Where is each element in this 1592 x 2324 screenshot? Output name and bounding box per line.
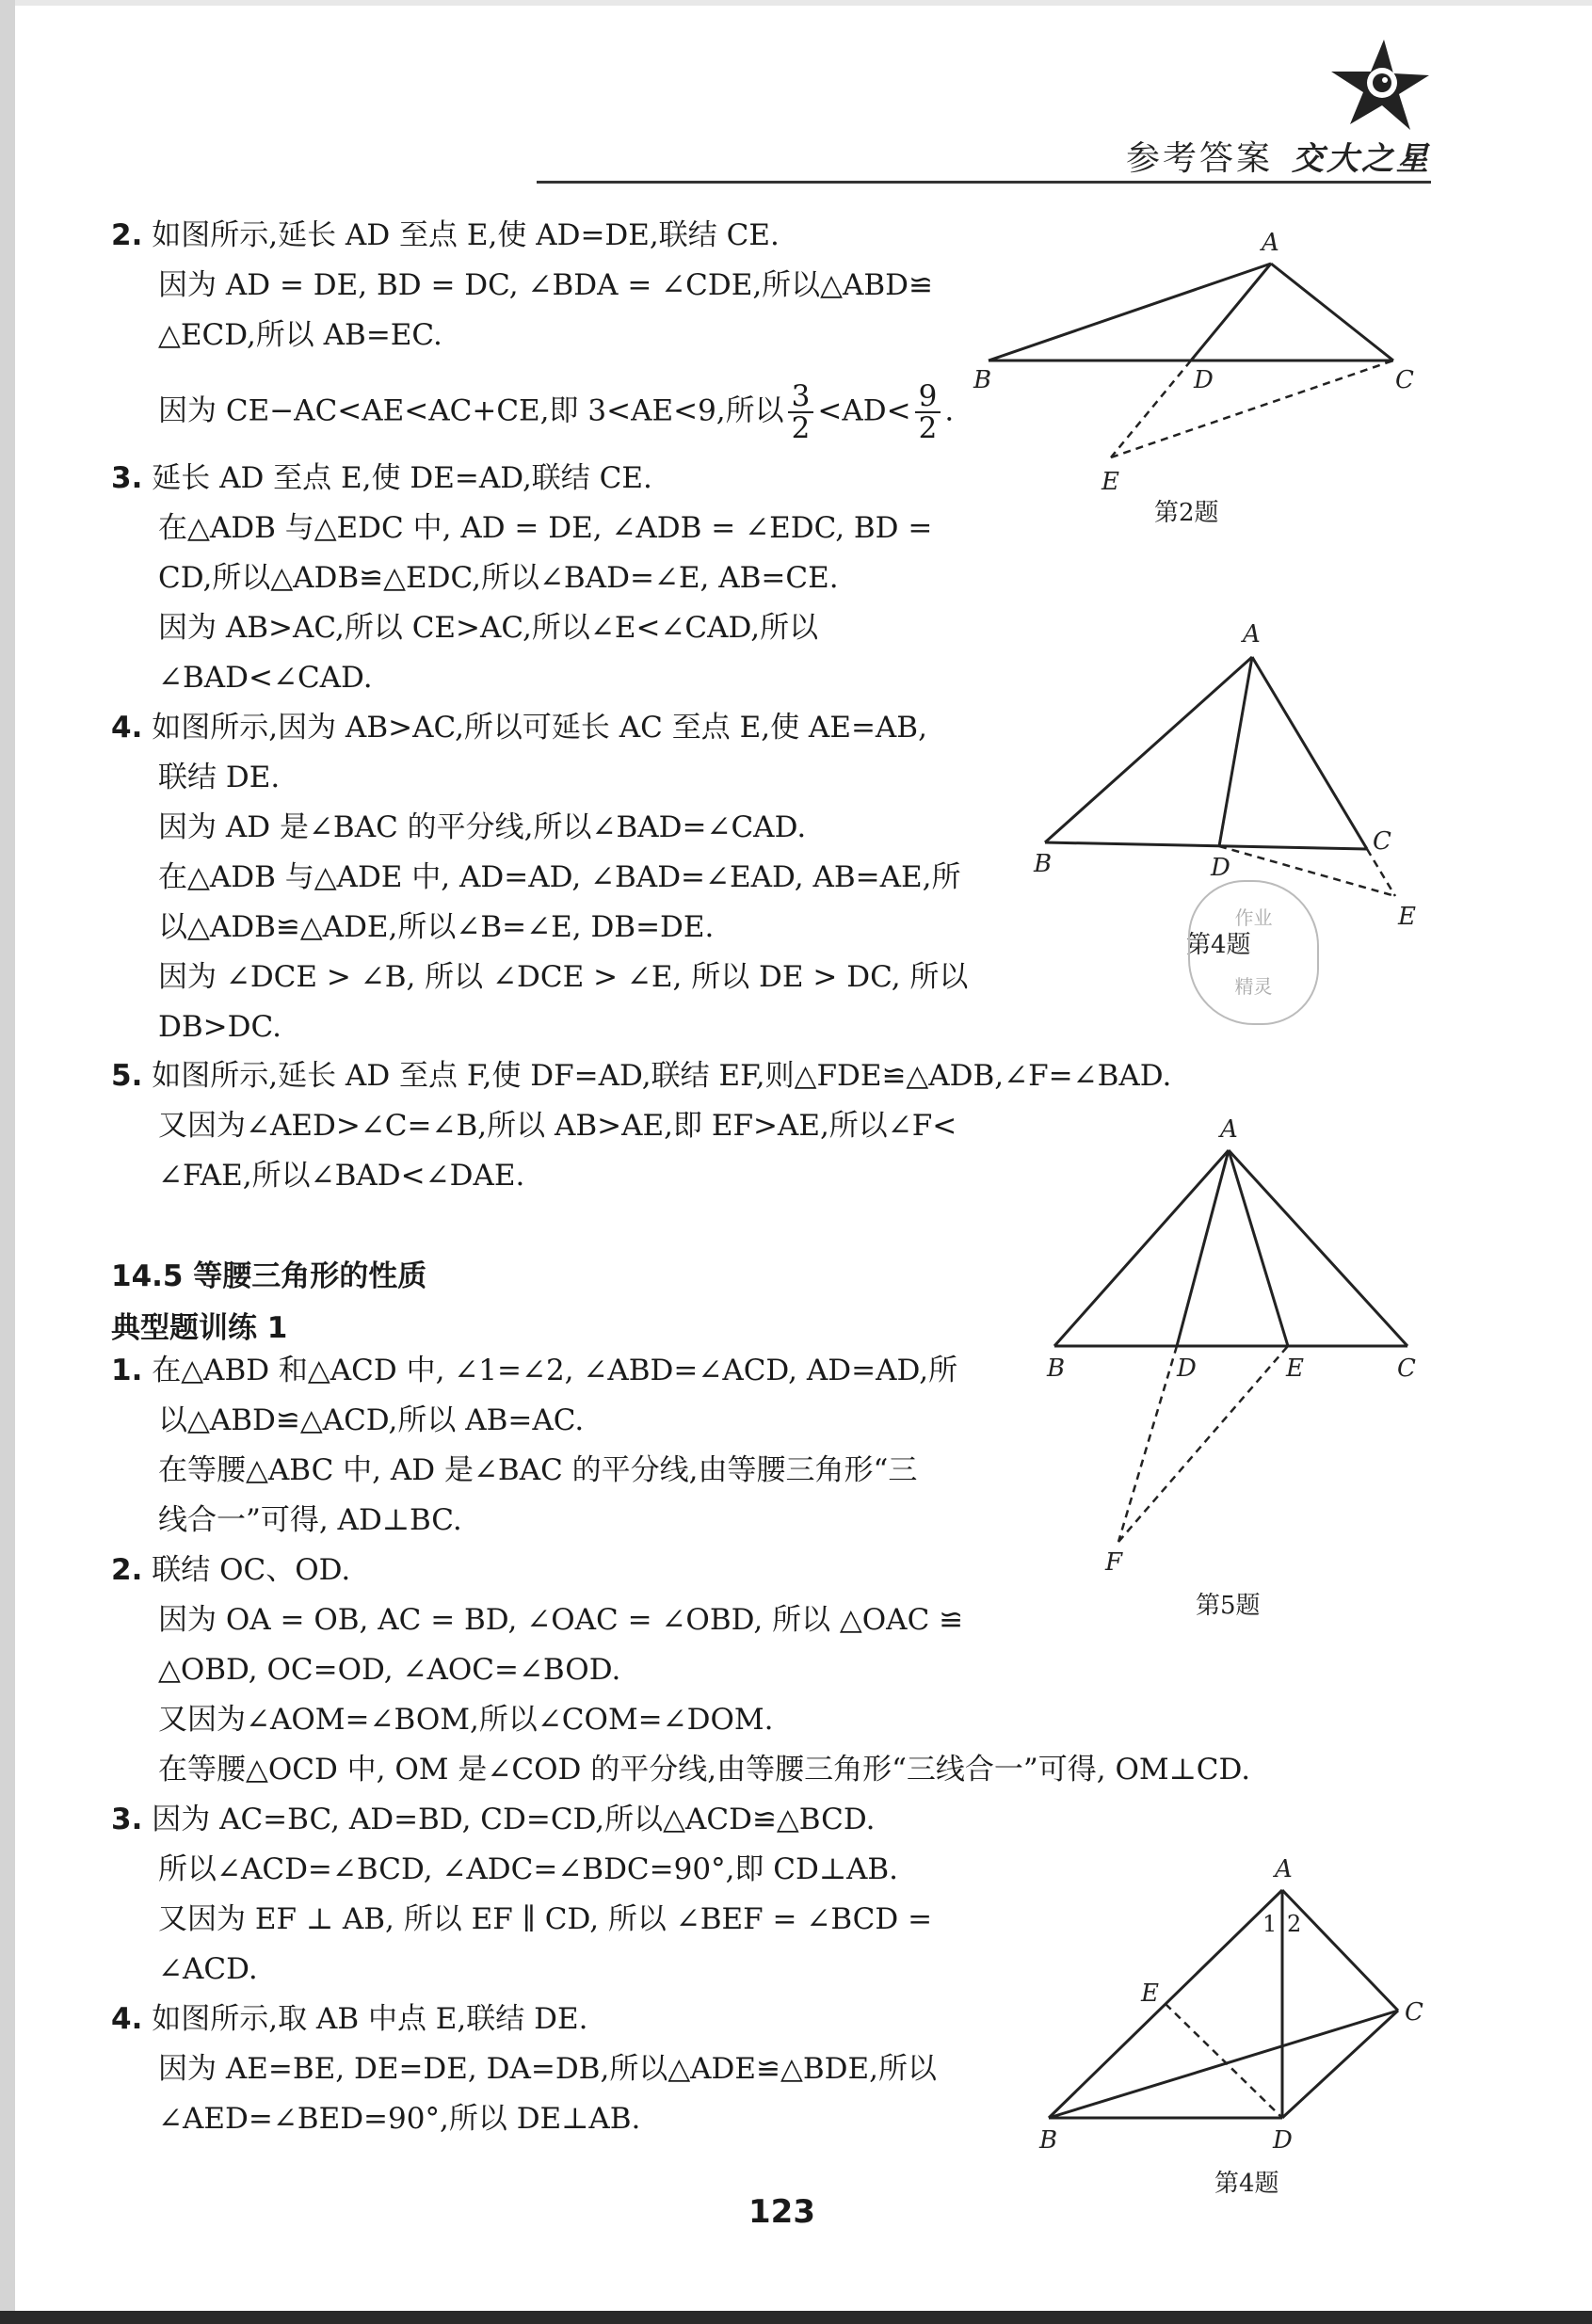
problem-2-line-1: 2. 如图所示,延长 AD 至点 E,使 AD=DE,联结 CE. [111,218,780,252]
problem-4-line-5: 以△ADB≌△ADE,所以∠B=∠E, DB=DE. [158,910,715,944]
b-problem-3-line-3: 又因为 EF ⊥ AB, 所以 EF ∥ CD, 所以 ∠BEF = ∠BCD = [158,1902,933,1936]
problem-3-line-2: 在△ADB 与△EDC 中, AD = DE, ∠ADB = ∠EDC, BD = [158,511,933,545]
problem-5-line-3: ∠FAE,所以∠BAD<∠DAE. [158,1159,525,1193]
fig5-label-b: B [1047,1354,1066,1383]
figure-2 [960,216,1450,531]
problem-4-line-6: 因为 ∠DCE > ∠B, 所以 ∠DCE > ∠E, 所以 DE > DC, 所以 [158,960,969,994]
fig4b-label-d: D [1273,2126,1293,2155]
fig4b-label-b: B [1039,2126,1058,2155]
fig4b-label-e: E [1141,1979,1159,2008]
fig2-label-e: E [1102,468,1119,496]
fig5-line-ae [1229,1150,1288,1346]
problem-4-line-4: 在△ADB 与△ADE 中, AD=AD, ∠BAD=∠EAD, AB=AE,所 [158,860,961,894]
fig5-line-ac [1229,1150,1407,1346]
figure-5-diagram [1036,1111,1431,1638]
problem-3-line-5: ∠BAD<∠CAD. [158,661,373,695]
header-rule [537,181,1431,184]
figure-4b-diagram [1026,1845,1440,2203]
fig4b-line-ed [1166,2004,1282,2118]
fraction-3-2: $\frac{3}{2}$ [788,381,814,443]
fig4b-line-dc [1282,2011,1398,2118]
fig4b-angle-1: 1 [1262,1911,1278,1937]
fig2-label-b: B [973,366,992,394]
scan-edge-bottom [0,2311,1592,2324]
fraction-9-2: $\frac{9}{2}$ [915,381,941,443]
fig4a-line-bc [1045,842,1367,849]
fig4a-label-e: E [1398,903,1416,931]
b-problem-2-line-3: △OBD, OC=OD, ∠AOC=∠BOD. [158,1653,621,1687]
fig4a-line-ad [1219,657,1252,846]
problem-5-line-1: 5. 如图所示,延长 AD 至点 F,使 DF=AD,联结 EF,则△FDE≌△ADB,∠F=∠BAD. [111,1059,1172,1093]
problem-3-line-3: CD,所以△ADB≌△EDC,所以∠BAD=∠E, AB=CE. [158,561,839,595]
b-problem-3-line-1: 3. 因为 AC=BC, AD=BD, CD=CD,所以△ACD≌△BCD. [111,1803,876,1836]
stamp-line-2: 精灵 [1234,975,1273,998]
fig5-caption: 第5题 [1196,1592,1261,1620]
fig5-label-a: A [1220,1115,1238,1144]
fig4a-label-b: B [1034,850,1053,878]
stamp-line-1: 作业 [1234,906,1273,929]
problem-4-line-7: DB>DC. [158,1010,281,1044]
fig5-label-c: C [1397,1354,1416,1383]
fig5-label-e: E [1286,1354,1304,1383]
fig4b-angle-2: 2 [1287,1911,1302,1937]
watermark-stamp [1188,880,1319,1025]
fig2-label-d: D [1194,366,1214,394]
fig4a-line-ce [1367,849,1395,896]
fig4a-label-a: A [1243,620,1261,649]
problem-2-line-3: △ECD,所以 AB=EC. [158,318,442,352]
subsection-title: 典型题训练 1 [111,1311,288,1345]
fig4b-label-a: A [1275,1855,1293,1883]
fig4b-line-ac [1282,1890,1398,2011]
star-logo-icon [1327,38,1431,132]
section-title: 14.5 等腰三角形的性质 [111,1259,427,1293]
b-problem-3-line-2: 所以∠ACD=∠BCD, ∠ADC=∠BDC=90°,即 CD⊥AB. [158,1852,899,1886]
fig2-line-ec [1111,361,1393,457]
figure-5 [1036,1111,1431,1642]
fig2-line-ab [989,264,1271,361]
fig4a-line-ac [1252,657,1367,849]
problem-4-line-2: 联结 DE. [158,761,281,794]
fig5-label-f: F [1105,1548,1123,1577]
b-problem-1-line-3: 在等腰△ABC 中, AD 是∠BAC 的平分线,由等腰三角形“三 [158,1453,918,1487]
b-problem-2-line-4: 又因为∠AOM=∠BOM,所以∠COM=∠DOM. [158,1703,774,1737]
problem-4-line-3: 因为 AD 是∠BAC 的平分线,所以∠BAD=∠CAD. [158,810,807,844]
fig4a-line-ab [1045,657,1252,842]
scan-edge-left [0,0,15,2324]
problem-2-line-4: 因为 CE−AC<AE<AC+CE,即 3<AE<9,所以 $\frac{3}{2}$ <AD< $\frac{9}{2}$ . [158,379,955,445]
b-problem-2-line-2: 因为 OA = OB, AC = BD, ∠OAC = ∠OBD, 所以 △OAC ≌ [158,1603,964,1637]
fig5-label-d: D [1177,1354,1197,1383]
fig5-line-df [1118,1346,1177,1542]
problem-5-line-2: 又因为∠AED>∠C=∠B,所以 AB>AE,即 EF>AE,所以∠F< [158,1109,957,1143]
header-brand: 交大之星 [1292,140,1431,178]
fig2-label-a: A [1262,229,1279,257]
fig4a-label-d: D [1211,854,1230,882]
fig2-label-c: C [1395,366,1414,394]
fig2-caption: 第2题 [1154,499,1219,527]
fig4b-label-c: C [1405,1998,1423,2027]
header-text [1126,132,1431,180]
problem-3-line-4: 因为 AB>AC,所以 CE>AC,所以∠E<∠CAD,所以 [158,611,819,645]
figure-2-diagram [960,216,1450,527]
scan-edge-top [0,0,1592,6]
page-header [537,38,1431,188]
fig4a-caption: 第4题 [1186,931,1251,959]
b-problem-4-line-3: ∠AED=∠BED=90°,所以 DE⊥AB. [158,2102,641,2136]
fig4b-caption: 第4题 [1214,2170,1279,2198]
problem-3-line-1: 3. 延长 AD 至点 E,使 DE=AD,联结 CE. [111,461,652,495]
fig4a-label-c: C [1373,827,1391,856]
header-title: 参考答案 [1125,139,1273,178]
figure-4b [1026,1845,1440,2206]
fig5-line-fe [1118,1346,1288,1542]
b-problem-4-line-1: 4. 如图所示,取 AB 中点 E,联结 DE. [111,2002,588,2036]
problem-2-line-2: 因为 AD = DE, BD = DC, ∠BDA = ∠CDE,所以△ABD≌ [158,268,934,302]
b-problem-1-line-1: 1. 在△ABD 和△ACD 中, ∠1=∠2, ∠ABD=∠ACD, AD=AD,所 [111,1354,958,1387]
b-problem-1-line-2: 以△ABD≌△ACD,所以 AB=AC. [158,1403,585,1437]
problem-4-line-1: 4. 如图所示,因为 AB>AC,所以可延长 AC 至点 E,使 AE=AB, [111,711,927,745]
b-problem-4-line-2: 因为 AE=BE, DE=DE, DA=DB,所以△ADE≌△BDE,所以 [158,2052,937,2086]
fig2-line-ac [1271,264,1393,361]
b-problem-2-line-5: 在等腰△OCD 中, OM 是∠COD 的平分线,由等腰三角形“三线合一”可得, OM⊥CD. [158,1753,1251,1787]
b-problem-3-line-4: ∠ACD. [158,1952,258,1986]
fig4b-line-bc [1049,2011,1398,2118]
page-number: 123 [748,2193,815,2231]
b-problem-1-line-4: 线合一”可得, AD⊥BC. [158,1503,462,1537]
b-problem-2-line-1: 2. 联结 OC、OD. [111,1553,351,1587]
